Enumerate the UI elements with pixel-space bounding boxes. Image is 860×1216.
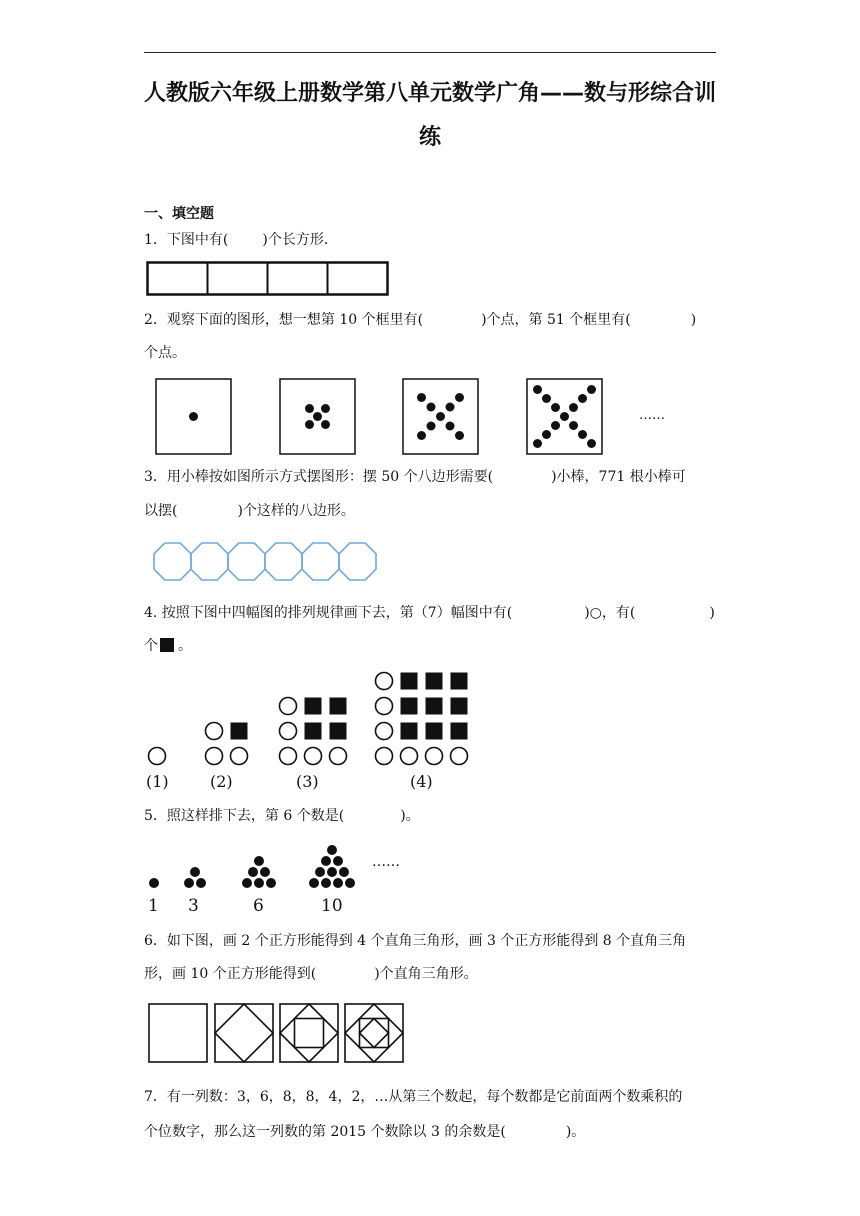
figure-label-3: (3) [296, 772, 319, 791]
triangle-dot [321, 856, 331, 866]
question-6: 6．如下图，画 2 个正方形能得到 4 个直角三角形，画 3 个正方形能得到 8 个直角三角 [144, 933, 687, 949]
question-4: 4. 按照下图中四幅图的排列规律画下去，第（7）幅图中有( )○，有( ) [144, 605, 715, 621]
q3-octagon-chain-figure [153, 541, 381, 583]
triangle-dot [242, 878, 252, 888]
triangle-dot [149, 878, 159, 888]
section-title: 一、填空题 [144, 206, 214, 222]
triangle-dot [345, 878, 355, 888]
triangle-dot [327, 845, 337, 855]
octagon-2 [191, 543, 228, 580]
pattern-circle [376, 673, 393, 690]
ellipsis: …… [639, 408, 665, 423]
triangle-dot [254, 878, 264, 888]
pattern-circle [376, 723, 393, 740]
triangle-dot [248, 867, 258, 877]
pattern-square [426, 673, 443, 690]
octagon-5 [302, 543, 339, 580]
square-group-3 [280, 1004, 338, 1062]
frame-3 [403, 379, 478, 454]
pattern-circle [206, 723, 223, 740]
pattern-circle [280, 748, 297, 765]
question-2-line2: 个点。 [144, 345, 186, 361]
pattern-circle [426, 748, 443, 765]
number-label-6: 6 [253, 896, 264, 916]
triangle-dot [260, 867, 270, 877]
question-6-line2: 形，画 10 个正方形能得到( )个直角三角形。 [144, 966, 478, 982]
frame-4 [527, 379, 602, 454]
triangle-dot [266, 878, 276, 888]
pattern-circle [231, 748, 248, 765]
pattern-square [451, 698, 468, 715]
square-group-4 [345, 1004, 403, 1062]
octagon-1 [154, 543, 191, 580]
question-3: 3．用小棒按如图所示方式摆图形：摆 50 个八边形需要( )小棒，771 根小棒可 [144, 469, 686, 485]
triangle-dot [315, 867, 325, 877]
q6-nested-squares-figure [148, 1003, 406, 1065]
question-7: 7．有一列数：3，6，8，8，4，2，…从第三个数起，每个数都是它前面两个数乘积的 [144, 1089, 683, 1105]
pattern-circle [149, 748, 166, 765]
question-4-line2: 个 。 [144, 638, 192, 654]
pattern-square [330, 698, 347, 715]
q5-triangular-numbers-figure [144, 836, 424, 916]
octagon-4 [265, 543, 302, 580]
figure-label-1: (1) [146, 772, 169, 791]
square-group-1 [149, 1004, 207, 1062]
pattern-square [451, 723, 468, 740]
pattern-square [401, 698, 418, 715]
pattern-square [426, 698, 443, 715]
frame-2 [280, 379, 355, 454]
figure-label-2: (2) [210, 772, 233, 791]
number-label-3: 3 [188, 896, 199, 916]
q4-circle-square-pattern-figure [144, 666, 484, 794]
pattern-circle [305, 748, 322, 765]
pattern-circle [451, 748, 468, 765]
triangle-dot [254, 856, 264, 866]
pattern-square [330, 723, 347, 740]
question-2: 2．观察下面的图形，想一想第 10 个框里有( )个点，第 51 个框里有( ) [144, 312, 697, 328]
page-title-line1: 人教版六年级上册数学第八单元数学广角——数与形综合训 [143, 81, 716, 106]
page-title-line2: 练 [418, 125, 441, 150]
pattern-square [231, 723, 248, 740]
triangle-dot [327, 867, 337, 877]
ellipsis: …… [372, 854, 400, 870]
question-7-line2: 个位数字，那么这一列数的第 2015 个数除以 3 的余数是( )。 [144, 1124, 586, 1140]
octagon-6 [339, 543, 376, 580]
pattern-square [426, 723, 443, 740]
pattern-square [401, 673, 418, 690]
number-label-1: 1 [148, 896, 159, 916]
frame-1 [156, 379, 231, 454]
triangle-dot [339, 867, 349, 877]
triangle-dot [333, 856, 343, 866]
question-3-line2: 以摆( )个这样的八边形。 [144, 503, 355, 519]
pattern-circle [280, 698, 297, 715]
top-rule [144, 52, 716, 53]
figure-label-4: (4) [410, 772, 433, 791]
number-label-10: 10 [321, 896, 343, 916]
pattern-square [401, 723, 418, 740]
octagon-3 [228, 543, 265, 580]
pattern-circle [280, 723, 297, 740]
pattern-square [451, 673, 468, 690]
pattern-circle [401, 748, 418, 765]
q1-rectangles-figure [146, 261, 390, 297]
pattern-circle [206, 748, 223, 765]
pattern-circle [330, 748, 347, 765]
triangle-dot [309, 878, 319, 888]
pattern-square [305, 723, 322, 740]
triangle-dot [184, 878, 194, 888]
q2-dot-frames-figure [155, 378, 675, 458]
pattern-square [305, 698, 322, 715]
triangle-dot [333, 878, 343, 888]
pattern-circle [376, 748, 393, 765]
triangle-dot [321, 878, 331, 888]
pattern-circle [376, 698, 393, 715]
question-1: 1．下图中有( )个长方形． [144, 232, 338, 248]
filled-square-icon [160, 638, 174, 652]
square-group-2 [215, 1004, 273, 1062]
triangle-dot [190, 867, 200, 877]
question-5: 5．照这样排下去，第 6 个数是( )。 [144, 808, 420, 824]
triangle-dot [196, 878, 206, 888]
